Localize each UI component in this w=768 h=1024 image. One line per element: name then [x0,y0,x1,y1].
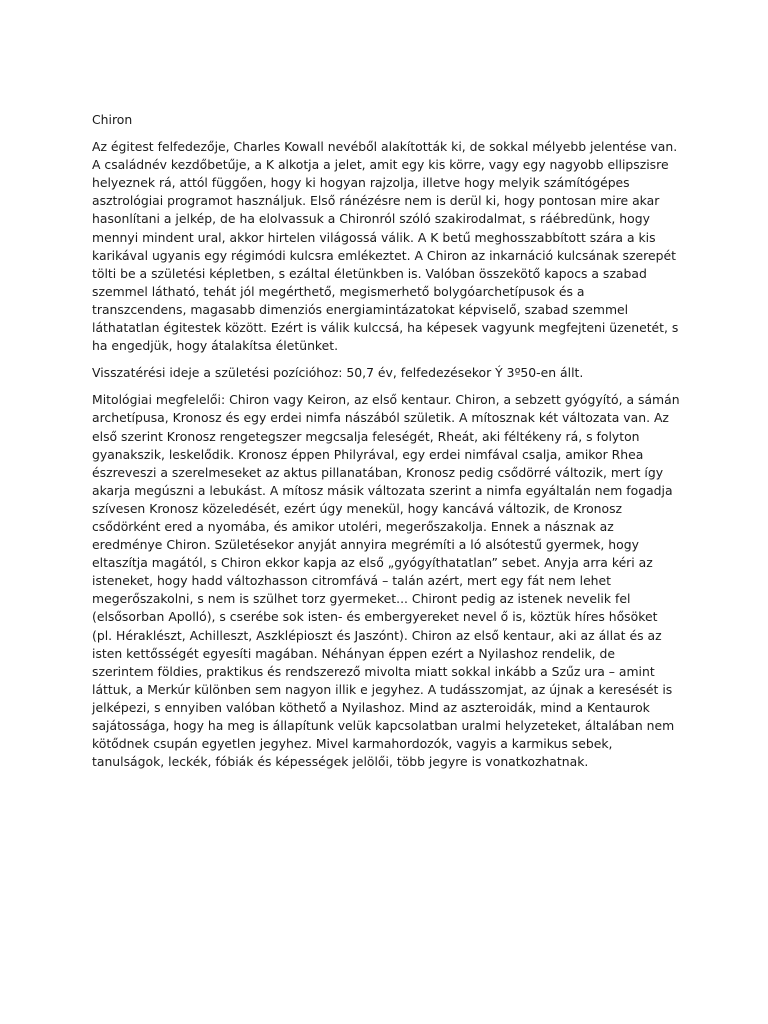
paragraph-mythology: Mitológiai megfelelői: Chiron vagy Keiron, az első kentaur. Chiron, a sebzett gyógyító, a sámán archetípusa, Kronosz és egy erdei nimfa nászából születik. A mítosznak két változata van. Az első szerint Kronosz rengetegszer megcsalja feleségét, Rheát, aki féltékeny rá, s folyton gyanakszik, leskelődik. Kronosz éppen Philyrával, egy erdei nimfával csalja, amikor Rhea észreveszi a szerelmeseket az aktus pillanatában, Kronosz pedig csődörré változik, mert így akarja megúszni a lebukást. A mítosz másik változata szerint a nimfa egyáltalán nem fogadja szívesen Kronosz közeledését, ezért úgy menekül, hogy kancává változik, de Kronosz csődörként ered a nyomába, és amikor utoléri, megerőszakolja. Ennek a násznak az eredménye Chiron. Születésekor anyját annyira megrémíti a ló alsótestű gyermek, hogy eltaszítja magától, s Chiron ekkor kapja az első „gyógyíthatatlan” sebet. Anyja arra kéri az isteneket, hogy hadd változhasson citromfává – talán azért, mert egy fát nem lehet megerőszakolni, s nem is szülhet torz gyermeket... Chiront pedig az istenek nevelik fel (elsősorban Apolló), s cserébe sok isten- és embergyereket nevel ő is, köztük híres hősöket (pl. Héraklészt, Achilleszt, Aszklépioszt és Jaszónt). Chiron az első kentaur, aki az állat és az isten kettősségét egyesíti magában. Néhányan éppen ezért a Nyilashoz rendelik, de szerintem földies, praktikus és rendszerező mivolta miatt sokkal inkább a Szűz ura – amint láttuk, a Merkúr különben sem nagyon illik e jegyhez. A tudásszomjat, az újnak a keresését is jelképezi, s ennyiben valóban köthető a Nyilashoz. Mind az aszteroidák, mind a Kentaurok sajátossága, hogy ha meg is állapítunk velük kapcsolatban uralmi helyzeteket, általában nem kötődnek csupán egyetlen jegyhez. Mivel karmahordozók, vagyis a karmikus sebek, tanulságok, leckék, fóbiák és képességek jelölői, több jegyre is vonatkozhatnak. [92,392,680,770]
document-title: Chiron [92,112,133,127]
paragraph-kowall-symbol: Az égitest felfedezője, Charles Kowall nevéből alakították ki, de sokkal mélyebb jelentése van. A családnév kezdőbetűje, a K alkotja a jelet, amit egy kis körre, vagy egy nagyobb ellipszisre helyeznek rá, attól függően, hogy ki hogyan rajzolja, illetve hogy melyik számítógépes asztrológiai programot használjuk. Első ránézésre nem is derül ki, hogy pontosan mire akar hasonlítani a jelkép, de ha elolvassuk a Chironról szóló szakirodalmat, s ráébredünk, hogy mennyi mindent ural, akkor hirtelen világossá válik. A K betű meghosszabbított szára a kis karikával ugyanis egy régimódi kulcsra emlékeztet. A Chiron az inkarnáció kulcsának szerepét tölti be a születési képletben, s ezáltal életünkben is. Valóban összekötő kapocs a szabad szemmel látható, tehát jól megérthető, megismerhető bolygóarchetípusok és a transzcendens, magasabb dimenziós energiamintázatokat képviselő, szabad szemmel láthatatlan égitestek között. Ezért is válik kulccsá, ha képesek vagyunk megfejteni üzenetét, s ha engedjük, hogy átalakítsa életünket. [92,139,679,354]
paragraph-return-period: Visszatérési ideje a születési pozícióhoz: 50,7 év, felfedezésekor Ý 3º50-en állt. [92,365,584,381]
document-body [92,111,680,780]
